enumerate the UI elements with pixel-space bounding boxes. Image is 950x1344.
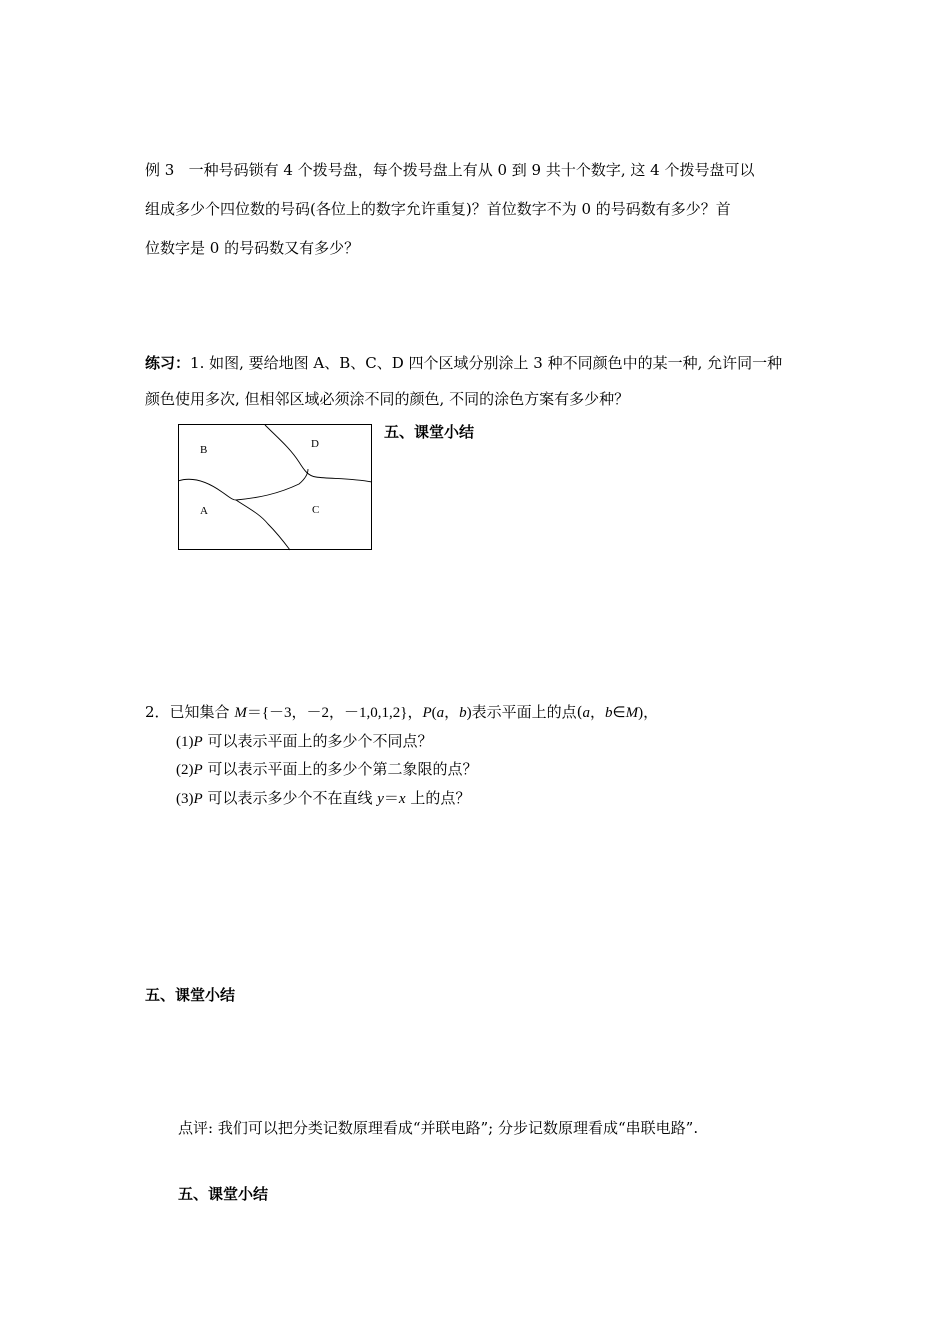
q2-number: (2) <box>176 762 194 778</box>
comma-2: ， <box>590 703 606 721</box>
comma: ， <box>444 703 460 721</box>
set-m-symbol-2: M <box>625 705 639 721</box>
practice-title: 练习 <box>145 354 176 372</box>
point-p-symbol: P <box>422 705 432 721</box>
example3-line1 <box>145 160 754 180</box>
var-a: a <box>436 705 445 721</box>
q1-text: 可以表示平面上的多少个不同点？ <box>202 732 433 750</box>
map-border <box>179 425 372 550</box>
practice-text-1: 1. 如图, 要给地图 A、B、C、D 四个区域分别涂上 3 种不同颜色中的某一种, 允许同一种 <box>190 354 783 372</box>
equals: ＝ <box>383 789 399 807</box>
problem2-desc: 表示平面上的点( <box>471 703 583 721</box>
map-label-d: D <box>311 438 319 450</box>
var-b: b <box>459 705 467 721</box>
var-x: x <box>398 791 406 807</box>
example3-label: 例 3 <box>145 161 175 179</box>
problem2-line <box>145 702 658 723</box>
q3-tail: 上的点？ <box>405 789 471 807</box>
section-heading-1: 五、课堂小结 <box>384 423 475 441</box>
q1-number: (1) <box>176 734 194 750</box>
set-m-symbol: M <box>234 705 247 721</box>
practice-colon: ： <box>175 354 191 372</box>
q1-p: P <box>193 734 203 750</box>
q3-p: P <box>193 791 203 807</box>
element-of-symbol: ∈ <box>612 705 626 721</box>
region-map-figure <box>178 424 374 552</box>
problem2-q3 <box>176 788 470 809</box>
q3-number: (3) <box>176 791 194 807</box>
var-a-2: a <box>582 705 591 721</box>
q2-text: 可以表示平面上的多少个第二象限的点？ <box>202 760 478 778</box>
map-boundary-ac <box>236 500 290 550</box>
example3-line2: 组成多少个四位数的号码(各位上的数字允许重复)？首位数字不为 0 的号码数有多少？首 <box>145 200 731 218</box>
problem2-lead: 2．已知集合 <box>145 703 235 721</box>
set-m-elements: ＝{－3，－2，－1,0,1,2}， <box>246 705 423 721</box>
var-b-2: b <box>605 705 613 721</box>
practice-line1 <box>145 353 782 373</box>
example3-text-1: 一种号码锁有 4 个拨号盘，每个拨号盘上有从 0 到 9 共十个数字, 这 4 个拨号盘可以 <box>188 161 755 179</box>
problem2-q2 <box>176 759 477 780</box>
var-y: y <box>377 791 384 807</box>
section-heading-3: 五、课堂小结 <box>178 1185 269 1203</box>
map-label-b: B <box>200 444 208 456</box>
map-boundary-bd <box>265 425 372 482</box>
map-label-a: A <box>200 505 208 517</box>
paren-close: ) <box>466 705 472 721</box>
q3-text: 可以表示多少个不在直线 <box>202 789 378 807</box>
example3-line3: 位数字是 0 的号码数又有多少？ <box>145 239 360 257</box>
map-boundary-ab <box>178 469 308 500</box>
problem2-tail: )， <box>638 705 659 721</box>
map-label-c: C <box>312 504 320 516</box>
problem2-q1 <box>176 731 432 752</box>
paren-open: ( <box>431 705 437 721</box>
section-heading-2: 五、课堂小结 <box>145 986 236 1004</box>
q2-p: P <box>193 762 203 778</box>
comment-line: 点评: 我们可以把分类记数原理看成“并联电路”; 分步记数原理看成“串联电路”. <box>178 1119 699 1137</box>
practice-line2: 颜色使用多次, 但相邻区域必须涂不同的颜色, 不同的涂色方案有多少种？ <box>145 390 630 408</box>
